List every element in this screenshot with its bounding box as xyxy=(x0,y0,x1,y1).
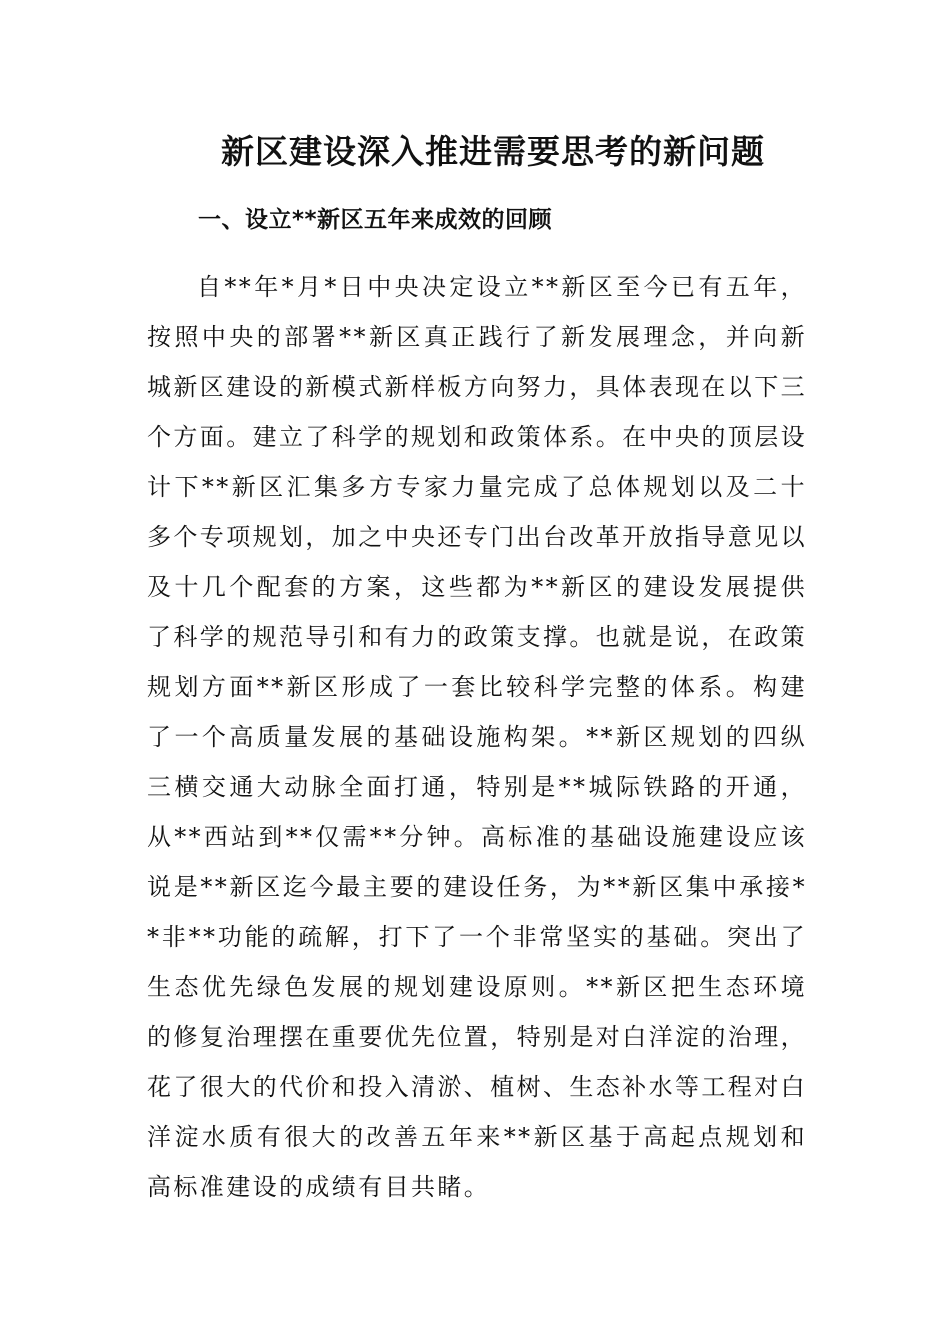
section-heading: 一、设立**新区五年来成效的回顾 xyxy=(198,207,553,233)
document-title: 新区建设深入推进需要思考的新问题 xyxy=(221,132,765,171)
body-paragraph: 自**年*月*日中央决定设立**新区至今已有五年，按照中央的部署**新区真正践行了新发展理念，并向新城新区建设的新模式新样板方向努力，具体表现在以下三个方面。建立了科学的规划和政策体系。在中央的顶层设计下**新区汇集多方专家力量完成了总体规划以及二十多个专项规划，加之中央还专门出台改革开放指导意见以及十几个配套的方案，这些都为**新区的建设发展提供了科学的规范导引和有力的政策支撑。也就是说，在政策规划方面**新区形成了一套比较科学完整的体系。构建了一个高质量发展的基础设施构架。**新区规划的四纵三横交通大动脉全面打通，特别是**城际铁路的开通，从**西站到**仅需**分钟。高标准的基础设施建设应该说是**新区迄今最主要的建设任务，为**新区集中承接**非**功能的疏解，打下了一个非常坚实的基础。突出了生态优先绿色发展的规划建设原则。**新区把生态环境的修复治理摆在重要优先位置，特别是对白洋淀的治理，花了很大的代价和投入清淤、植树、生态补水等工程对白洋淀水质有很大的改善五年来**新区基于高起点规划和高标准建设的成绩有目共睹。 xyxy=(147,273,807,1201)
